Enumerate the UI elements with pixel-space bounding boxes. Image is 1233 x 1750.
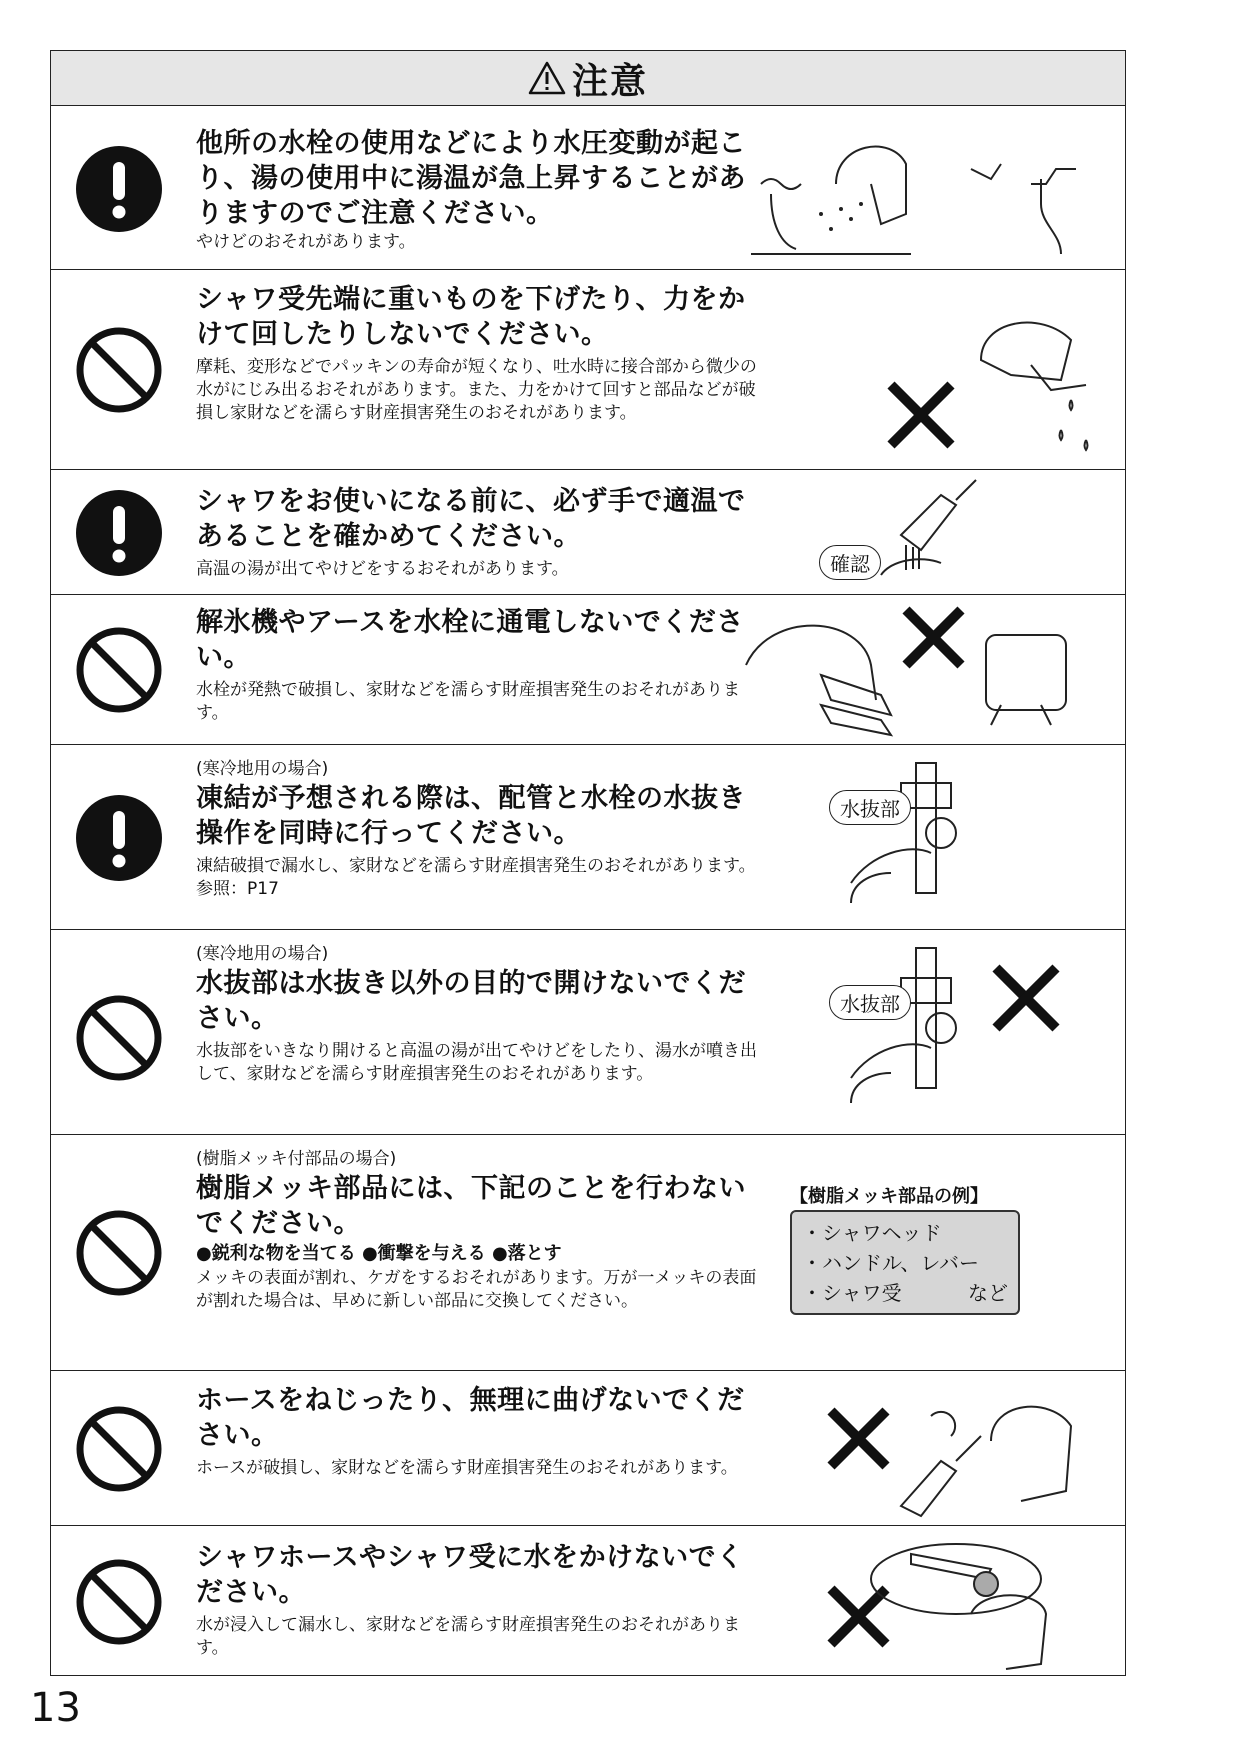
row-6-condition: (寒冷地用の場合) — [196, 944, 329, 964]
warning-triangle-icon — [528, 61, 566, 95]
prohibition-icon — [76, 327, 162, 413]
example-item: ・シャワ受 — [802, 1281, 902, 1305]
prohibition-icon — [76, 1559, 162, 1645]
cross-mark-icon — [831, 1411, 886, 1466]
row-4-body: 水栓が発熱で破損し、家財などを濡らす財産損害発生のおそれがあります。 — [196, 680, 740, 723]
hose-water-illustration — [741, 1534, 1121, 1674]
row-7-bullets: ●鋭利な物を当てる ●衝撃を与える ●落とす — [196, 1243, 562, 1264]
page-number: 13 — [30, 1685, 81, 1731]
plating-example-title: 【樹脂メッキ部品の例】 — [790, 1186, 988, 1207]
example-item: ・ハンドル、レバー — [802, 1251, 979, 1275]
faucet-hot-water-illustration — [741, 124, 1121, 264]
row-7-condition: (樹脂メッキ付部品の場合) — [196, 1149, 397, 1169]
row-5-condition: (寒冷地用の場合) — [196, 759, 329, 779]
confirm-label: 確認 — [819, 545, 881, 580]
caution-row-2 — [51, 270, 1125, 470]
drain-part-label: 水抜部 — [829, 790, 911, 825]
drain-valve-illustration — [741, 753, 1041, 925]
drain-part-label: 水抜部 — [829, 985, 911, 1020]
mandatory-icon — [76, 490, 162, 576]
row-2-heading: シャワ受先端に重いものを下げたり、力をかけて回したりしないでください。 — [196, 284, 746, 350]
drain-valve-illustration — [741, 938, 1121, 1128]
row-8-heading: ホースをねじったり、無理に曲げないでください。 — [196, 1385, 745, 1451]
row-3-body: 高温の湯が出てやけどをするおそれがあります。 — [196, 559, 569, 579]
example-item: ・シャワヘッド — [802, 1221, 942, 1245]
row-7-heading: 樹脂メッキ部品には、下記のことを行わないでください。 — [196, 1173, 746, 1239]
row-9-heading: シャワホースやシャワ受に水をかけないでください。 — [196, 1542, 744, 1608]
row-2-body: 摩耗、変形などでパッキンの寿命が短くなり、吐水時に接合部から微少の水がにじみ出るおそれがあります。また、力をかけて回すと部品などが破損し家財などを濡らす財産損害発生のおそれがあります。 — [196, 357, 757, 423]
row-7-body: メッキの表面が割れ、ケガをするおそれがあります。万が一メッキの表面が割れた場合は、早めに新しい部品に交換してください。 — [196, 1268, 757, 1311]
row-5-body: 凍結破損で漏水し、家財などを濡らす財産損害発生のおそれがあります。参照：P17 — [196, 856, 756, 899]
hose-twist-illustration — [741, 1381, 1121, 1521]
row-1-body: やけどのおそれがあります。 — [196, 232, 416, 252]
prohibition-icon — [76, 1406, 162, 1492]
cross-mark-icon — [906, 610, 961, 665]
caution-frame — [50, 50, 1126, 1676]
plating-example-box — [790, 1210, 1020, 1315]
caution-title: 注意 — [571, 60, 648, 102]
caution-row-6 — [51, 930, 1125, 1135]
caution-row-1 — [51, 106, 1125, 270]
cross-mark-icon — [831, 1589, 886, 1644]
caution-row-8 — [51, 1371, 1125, 1526]
hand-check-illustration — [741, 475, 1041, 590]
caution-row-3 — [51, 470, 1125, 595]
prohibition-icon — [76, 1210, 162, 1296]
row-8-body: ホースが破損し、家財などを濡らす財産損害発生のおそれがあります。 — [196, 1458, 738, 1478]
row-5-heading: 凍結が予想される際は、配管と水栓の水抜き操作を同時に行ってください。 — [196, 783, 746, 849]
row-6-heading: 水抜部は水抜き以外の目的で開けないでください。 — [196, 968, 746, 1034]
deicer-clamp-illustration — [741, 605, 1121, 740]
row-4-heading: 解氷機やアースを水栓に通電しないでください。 — [196, 607, 744, 673]
prohibition-icon — [76, 995, 162, 1081]
mandatory-icon — [76, 795, 162, 881]
prohibition-icon — [76, 627, 162, 713]
row-1-heading: 他所の水栓の使用などにより水圧変動が起こり、湯の使用中に湯温が急上昇することがありますのでご注意ください。 — [196, 128, 746, 229]
row-3-heading: シャワをお使いになる前に、必ず手で適温であることを確かめてください。 — [196, 486, 746, 552]
caution-row-4 — [51, 595, 1125, 745]
cross-mark-icon — [996, 968, 1056, 1028]
shower-weight-illustration — [741, 290, 1121, 465]
row-9-body: 水が浸入して漏水し、家財などを濡らす財産損害発生のおそれがあります。 — [196, 1615, 740, 1658]
example-suffix: など — [968, 1281, 1008, 1305]
cross-mark-icon — [891, 385, 951, 445]
caution-row-9 — [51, 1526, 1125, 1677]
caution-row-5 — [51, 745, 1125, 930]
mandatory-icon — [76, 146, 162, 232]
caution-header — [51, 51, 1125, 106]
row-6-body: 水抜部をいきなり開けると高温の湯が出てやけどをしたり、湯水が噴き出して、家財などを濡らす財産損害発生のおそれがあります。 — [196, 1041, 757, 1084]
